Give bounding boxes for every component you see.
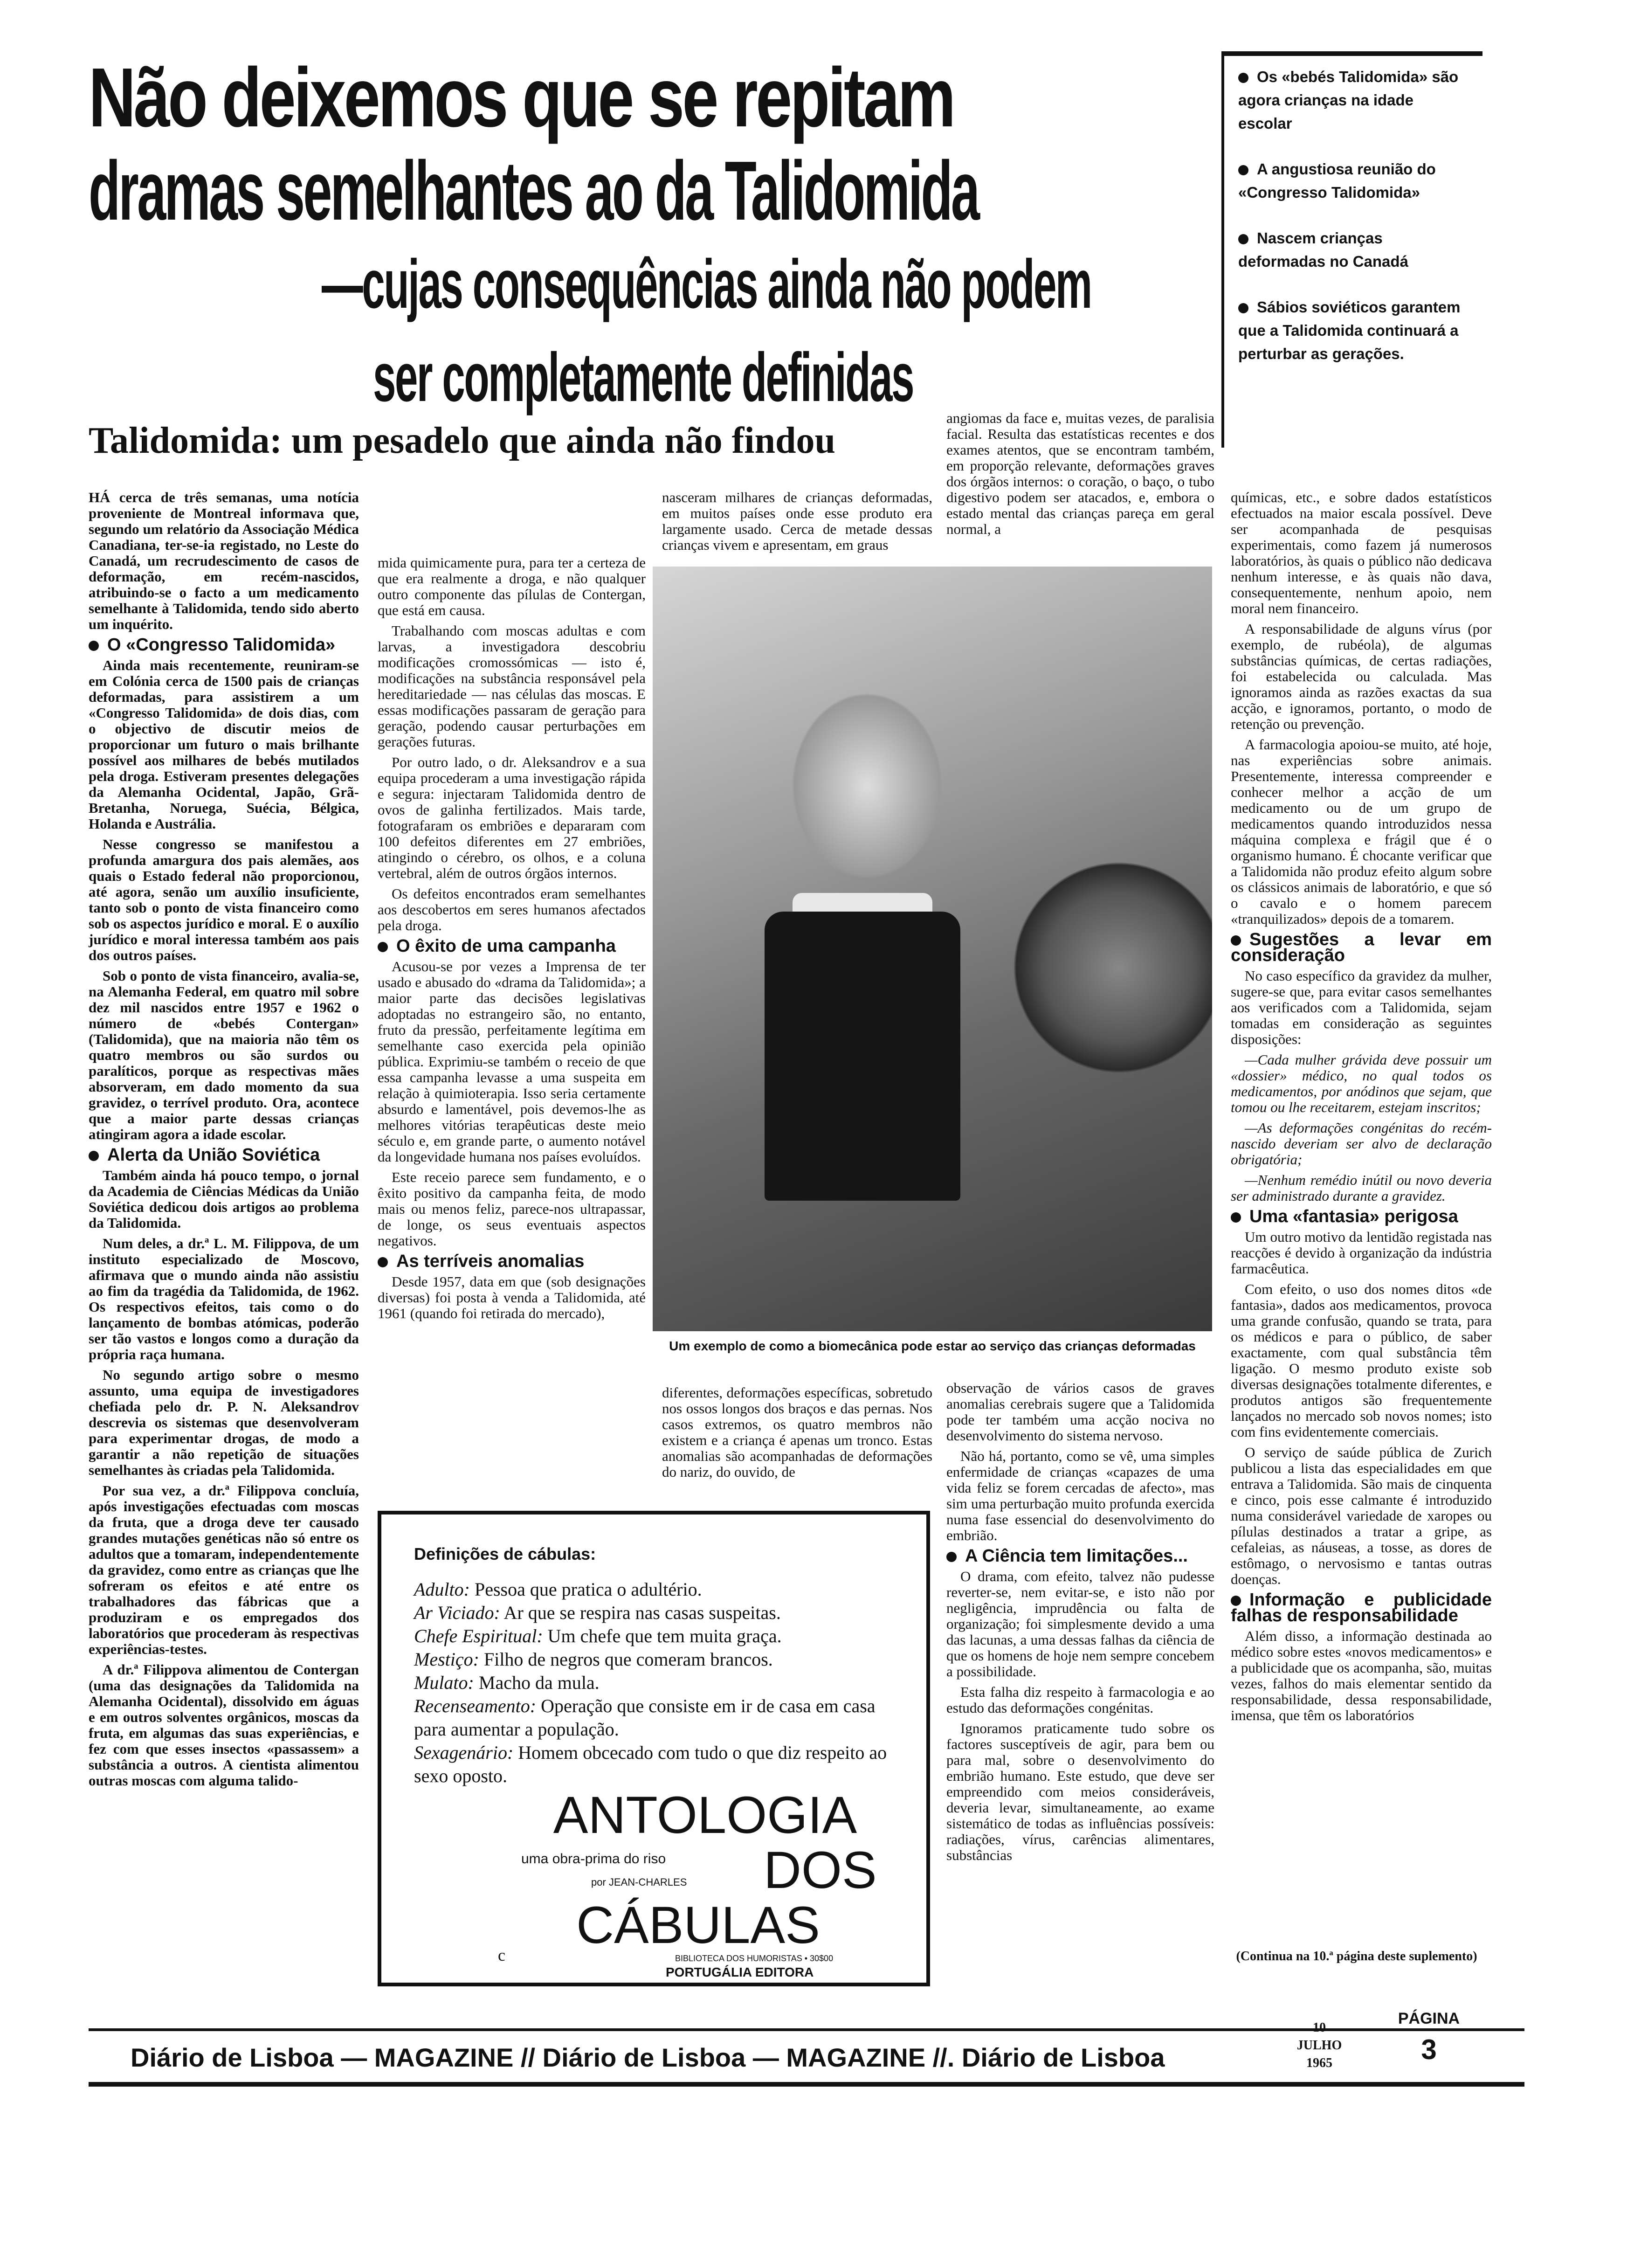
ad-author: por JEAN-CHARLES xyxy=(591,1876,687,1888)
ad-book-title-3: CÁBULAS xyxy=(576,1896,820,1954)
paragraph: diferentes, deformações específicas, sobretudo nos ossos longos dos braços e das pernas. Nos casos extremos, os quatro membros não existem e a criança é apenas um tronco. Estas anomalias são acompanhadas de deformações do nariz, do ouvido, de xyxy=(662,1384,932,1480)
section-heading: Alerta da União Soviética xyxy=(89,1147,359,1163)
issue-date: 10 JULHO 1965 xyxy=(1296,2020,1342,2070)
footer-masthead: Diário de Lisboa — MAGAZINE // Diário de Lisboa — MAGAZINE //. Diário de Lisboa xyxy=(131,2043,1165,2072)
paragraph: Acusou-se por vezes a Imprensa de ter usado e abusado do «drama da Talidomida»; a maior parte das decisões legislativas adoptadas no estrangeiro são, no entanto, fruto da pressão, perfeitamente legítima em semelhante caso exercida pela opinião pública. Exprimiu-se também o receio de que essa campanha levasse a uma suspeita em relação à quimioterapia. Isso seria certamente absurdo e lamentável, pois devemos-lhe as melhores vitórias terapêuticas deste meio século e, em grande parte, o aumento notável da longevidade humana nos países evoluídos. xyxy=(378,958,646,1165)
subheadline: Talidomida: um pesadelo que ainda não findou xyxy=(89,420,835,461)
article-column-2 xyxy=(378,555,646,1326)
paragraph: —Cada mulher grávida deve possuir um «dossier» médico, no qual todos os medicamentos, por anódinos que sejam, que tomou ou lhe receitarem, estejam inscritos; xyxy=(1231,1051,1492,1115)
footer-rule-bottom xyxy=(89,2082,1524,2087)
photo-boy-with-ball xyxy=(653,567,1212,1331)
ad-definition: Ar Viciado: Ar que se respira nas casas suspeitas. xyxy=(414,1602,781,1623)
paragraph: —Nenhum remédio inútil ou novo deveria ser administrado durante a gravidez. xyxy=(1231,1172,1492,1204)
paragraph: Os defeitos encontrados eram semelhantes aos descobertos em seres humanos afectados pela droga. xyxy=(378,885,646,933)
bullet-icon xyxy=(1231,935,1241,946)
lead-paragraph: HÁ cerca de três semanas, uma notícia proveniente de Montreal informava que, segundo um relatório da Associação Médica Canadiana, ter-se-ia registado, no Leste do Canadá, um recrudescimento de casos de deformação, em recém-nascidos, atribuindo-se o facto a um medicamento semelhante à Talidomida, tendo sido aberto um inquérito. xyxy=(89,489,359,632)
section-heading: Sugestões a levar em consideração xyxy=(1231,930,1492,965)
bullet-icon xyxy=(1231,1212,1241,1223)
article-column-3-bottom xyxy=(662,1385,932,1485)
paragraph: —As deformações congénitas do recém-nascido deveriam ser alvo de declaração obrigatória; xyxy=(1231,1120,1492,1168)
article-column-5 xyxy=(1231,490,1492,1728)
ad-definition: Recenseamento: Operação que consiste em ir de casa em casa para aumentar a população. xyxy=(414,1695,876,1740)
article-column-4-bottom xyxy=(946,1380,1214,1868)
summary-item: Sábios soviéticos garantem que a Talidomida continuará a perturbar as gerações. xyxy=(1238,298,1461,362)
ad-definition: Adulto: Pessoa que pratica o adultério. xyxy=(414,1579,702,1600)
paragraph: Com efeito, o uso dos nomes ditos «de fantasia», dados aos medicamentos, provoca uma grande confusão, quando se trata, para os médicos e para o público, de saber exactamente, com qual substância têm ligação. O mesmo produto existe sob diversas designações totalmente diferentes, e produtos antigos são frequentemente lançados no mercado sob novos nomes; isto com fins evidentemente comerciais. xyxy=(1231,1281,1492,1440)
article-column-3-top xyxy=(662,490,932,558)
ad-definition: Mulato: Macho da mula. xyxy=(414,1672,600,1693)
paragraph: Desde 1957, data em que (sob designações diversas) foi posta à venda a Talidomida, até 1961 (quando foi retirada do mercado), xyxy=(378,1273,646,1321)
section-heading: As terríveis anomalias xyxy=(378,1253,646,1269)
paragraph: No segundo artigo sobre o mesmo assunto, uma equipa de investigadores chefiada pelo dr. P. N. Aleksandrov descrevia os sistemas que desenvolveram para experimentar drogas, de modo a garantir a não repetição de situações semelhantes às criadas pela Talidomida. xyxy=(89,1367,359,1478)
headline-line-1: Não deixemos que se repitam xyxy=(89,51,954,145)
section-heading: O «Congresso Talidomida» xyxy=(89,637,359,653)
paragraph: químicas, etc., e sobre dados estatísticos efectuados na maior escala possível. Deve ser acompanhada de pesquisas experimentais, como fazem já numerosos laboratórios, às quais o público não dedicava nenhum interesse, e às quais não dava, consequentemente, nenhum apoio, nem moral nem financeiro. xyxy=(1231,489,1492,616)
bullet-icon xyxy=(1238,73,1248,83)
paragraph: Também ainda há pouco tempo, o jornal da Academia de Ciências Médicas da União Soviética dedicou dois artigos ao problema da Talidomida. xyxy=(89,1167,359,1231)
paragraph: Sob o ponto de vista financeiro, avalia-se, na Alemanha Federal, em quatro mil sobre dez mil nascidos entre 1957 e 1962 o número de «bebés Contergan» (Talidomida), que na maioria não têm os quatro membros ou são surdos ou paralíticos, porque as respectivas mães absorveram, em dado momento da sua gravidez, o terrível produto. Ora, acontece que a maior parte dessas crianças atingiram agora a idade escolar. xyxy=(89,968,359,1142)
paragraph: A farmacologia apoiou-se muito, até hoje, nas experiências sobre animais. Presentemente, interessa compreender e conhecer melhor a acção de um medicamento ou de um grupo de medicamentos quando introduzidos nessa máquina complexa e frágil que é o organismo humano. É chocante verificar que a Talidomida não produz efeito algum sobre os clássicos animais de laboratório, e que só o cavalo e o homem parecem «tranquilizados» depois de a tomarem. xyxy=(1231,736,1492,927)
bullet-icon xyxy=(1238,165,1248,175)
paragraph: Por sua vez, a dr.ª Filippova concluía, após investigações efectuadas com moscas da fruta, que a droga deve ter causado grandes mutações genéticas não só entre os adultos que a tomaram, independentemente da gravidez, como entre as crianças que lhe sofreram os efeitos e até entre os trabalhadores das fábricas que a produziram e os empregados dos laboratórios que procederam às respectivas experiências-testes. xyxy=(89,1482,359,1657)
headline-line-4: ser completamente definidas xyxy=(373,339,914,416)
headline xyxy=(89,51,1226,424)
page-number: PÁGINA 3 xyxy=(1398,2010,1460,2065)
bullet-icon xyxy=(1231,1596,1241,1606)
paragraph: Trabalhando com moscas adultas e com larvas, a investigadora descobriu modificações cromossómicas — isto é, modificações na substância responsável pela hereditariedade — nas células das moscas. E essas modificações passaram de geração para geração, podendo causar perturbações em gerações futuras. xyxy=(378,622,646,750)
ad-book-title-1: ANTOLOGIA xyxy=(553,1786,857,1844)
paragraph: O drama, com efeito, talvez não pudesse reverter-se, nem evitar-se, e isto não por negligência, imprudência ou falta de organização; foi simplesmente devido a uma das lacunas, a uma dessas falhas da ciência de que os homens de hoje nem sempre concebem a possibilidade. xyxy=(946,1568,1214,1680)
section-heading: Informação e publicidade falhas de responsabilidade xyxy=(1231,1590,1492,1625)
section-heading: O êxito de uma campanha xyxy=(378,938,646,954)
paragraph: A dr.ª Filippova alimentou de Contergan (uma das designações da Talidomida na Alemanha Ocidental), dissolvido em águas e em outros solventes orgânicos, moscas da fruta, em algumas das suas experiências, e fez com que esses insectos «passassem» a substância a outros. A cientista alimentou outras moscas com alguma talido- xyxy=(89,1661,359,1789)
bullet-icon xyxy=(89,641,99,651)
ad-series: BIBLIOTECA DOS HUMORISTAS • 30$00 xyxy=(675,1954,834,1963)
paragraph: O serviço de saúde pública de Zurich publicou a lista das especialidades em que entrava a Talidomida. São mais de cinquenta e cinco, pois esse calmante é introduzido numa considerável variedade de xaropes ou pílulas destinados a tratar a gripe, as cefaleias, as náuseas, a tosse, as dores de estômago, o nervosismo e tantas outras doenças. xyxy=(1231,1444,1492,1587)
ad-mark: c xyxy=(498,1946,505,1964)
bullet-icon xyxy=(1238,234,1248,244)
bullet-icon xyxy=(1238,303,1248,313)
ad-title: Definições de cábulas: xyxy=(414,1544,596,1563)
bullet-icon xyxy=(378,1257,388,1267)
article-column-1 xyxy=(89,490,359,1793)
photo-caption: Um exemplo de como a biomecânica pode estar ao serviço das crianças deformadas xyxy=(669,1339,1196,1353)
paragraph: observação de vários casos de graves anomalias cerebrais sugere que a Talidomida pode ter também uma acção nociva no desenvolvimento do sistema nervoso. xyxy=(946,1380,1214,1444)
bullet-icon xyxy=(89,1151,99,1161)
paragraph: A responsabilidade de alguns vírus (por exemplo, de rubéola), de algumas substâncias químicas, de certas radiações, foi estabelecida ou calculada. Mas ignoramos ainda as razões exactas da sua acção, e ignoramos, portanto, o modo de retenção ou prevenção. xyxy=(1231,621,1492,732)
section-heading: A Ciência tem limitações... xyxy=(946,1548,1214,1564)
bullet-icon xyxy=(946,1552,957,1562)
article-column-4-top xyxy=(946,410,1214,542)
paragraph: Não há, portanto, como se vê, uma simples enfermidade de crianças «capazes de uma vida feliz se forem cercadas de afecto», mas sim uma perturbação muito profunda exercida numa fase essencial do desenvolvimento do embrião. xyxy=(946,1448,1214,1543)
paragraph: Por outro lado, o dr. Aleksandrov e a sua equipa procederam a uma investigação rápida e segura: injectaram Talidomida dentro de ovos de galinha fertilizados. Mais tarde, fotografaram os embriões e depararam com 100 defeitos diferentes em 27 embriões, atingindo o cérebro, os olhos, e a coluna vertebral, além de outros órgãos internos. xyxy=(378,754,646,881)
paragraph: Nesse congresso se manifestou a profunda amargura dos pais alemães, aos quais o Estado federal não proporcionou, até agora, senão um auxílio insuficiente, tanto sob o ponto de vista financeiro como sob os aspectos jurídico e moral. E o auxílio jurídico e moral interessa também aos pais dos outros países. xyxy=(89,836,359,963)
paragraph: Um outro motivo da lentidão registada nas reacções é devido à organização da indústria farmacêutica. xyxy=(1231,1229,1492,1277)
summary-item: Os «bebés Talidomida» são agora crianças na idade escolar xyxy=(1238,68,1459,132)
ad-tagline: uma obra-prima do riso xyxy=(521,1851,666,1867)
paragraph: Ignoramos praticamente tudo sobre os factores susceptíveis de agir, para bem ou para mal, sobre o desenvolvimento do embrião humano. Este estudo, que deve ser empreendido com meios consideráveis, deveria levar, simultaneamente, ao exame sistemático de todas as influências possíveis: radiações, vírus, carências alimentares, substâncias xyxy=(946,1720,1214,1863)
summary-item: A angustiosa reunião do «Congresso Talidomida» xyxy=(1238,160,1436,201)
headline-line-2: dramas semelhantes ao da Talidomida xyxy=(89,144,979,238)
paragraph: nasceram milhares de crianças deformadas, em muitos países onde esse produto era largamente usado. Cerca de metade dessas crianças vivem e apresentam, em graus xyxy=(662,489,932,553)
paragraph: Num deles, a dr.ª L. M. Filippova, de um instituto especializado de Moscovo, afirmava que o mundo ainda não assistiu ao fim da tragédia da Talidomida, de 1962. Os respectivos efeitos, tais como o do lançamento de bombas atómicas, poderão ser tão vastos e longos como a duração da própria raça humana. xyxy=(89,1235,359,1362)
paragraph: Além disso, a informação destinada ao médico sobre estes «novos medicamentos» e a publicidade que os acompanha, são, muitas vezes, falhos do mais elementar sentido da responsabilidade, dessa responsabilidade, imensa, que têm os laboratórios xyxy=(1231,1628,1492,1723)
ad-definition: Sexagenário: Homem obcecado com tudo o que diz respeito ao sexo oposto. xyxy=(414,1742,887,1786)
summary-item: Nascem crianças deformadas no Canadá xyxy=(1238,229,1408,270)
ad-publisher: PORTUGÁLIA EDITORA xyxy=(666,1965,814,1979)
bullet-icon xyxy=(378,942,388,952)
headline-line-3: —cujas consequências ainda não podem xyxy=(322,246,1091,323)
paragraph: Ainda mais recentemente, reuniram-se em Colónia cerca de 1500 pais de crianças deformadas, para assistirem a um «Congresso Talidomida» de dois dias, com o objectivo de discutir meios de proporcionar um futuro o mais brilhante possível aos milhares de bebés mutilados pela droga. Estiveram presentes delegações da Alemanha Ocidental, Japão, Grã-Bretanha, Noruega, Suécia, Bélgica, Holanda e Austrália. xyxy=(89,657,359,832)
ad-book-title-2: DOS xyxy=(764,1841,877,1899)
ad-definition: Chefe Espiritual: Um chefe que tem muita graça. xyxy=(414,1625,782,1646)
continuation-note: (Continua na 10.ª página deste suplemento) xyxy=(1236,1949,1477,1964)
paragraph: Este receio parece sem fundamento, e o êxito positivo da campanha feita, de modo mais ou menos feliz, parece-nos ultrapassar, de longe, os seus eventuais aspectos negativos. xyxy=(378,1169,646,1249)
paragraph: angiomas da face e, muitas vezes, de paralisia facial. Resulta das estatísticas recentes e dos exames atentos, que se encontram também, em proporção relevante, deformações graves dos órgãos internos: o coração, o baço, o tubo digestivo podem ser atacados, e, embora o estado mental das crianças pareça em geral normal, a xyxy=(946,410,1214,537)
ad-definition: Mestiço: Filho de negros que comeram brancos. xyxy=(414,1649,773,1670)
paragraph: mida quimicamente pura, para ter a certeza de que era realmente a droga, e não qualquer outro componente das pílulas de Contergan, que está em causa. xyxy=(378,554,646,618)
paragraph: No caso específico da gravidez da mulher, sugere-se que, para evitar casos semelhantes aos verificados com a Talidomida, sejam tomadas em consideração as seguintes disposições: xyxy=(1231,968,1492,1047)
book-advertisement xyxy=(378,1511,930,1986)
section-heading: Uma «fantasia» perigosa xyxy=(1231,1209,1492,1224)
paragraph: Esta falha diz respeito à farmacologia e ao estudo das deformações congénitas. xyxy=(946,1684,1214,1716)
summary-box xyxy=(1221,51,1482,448)
